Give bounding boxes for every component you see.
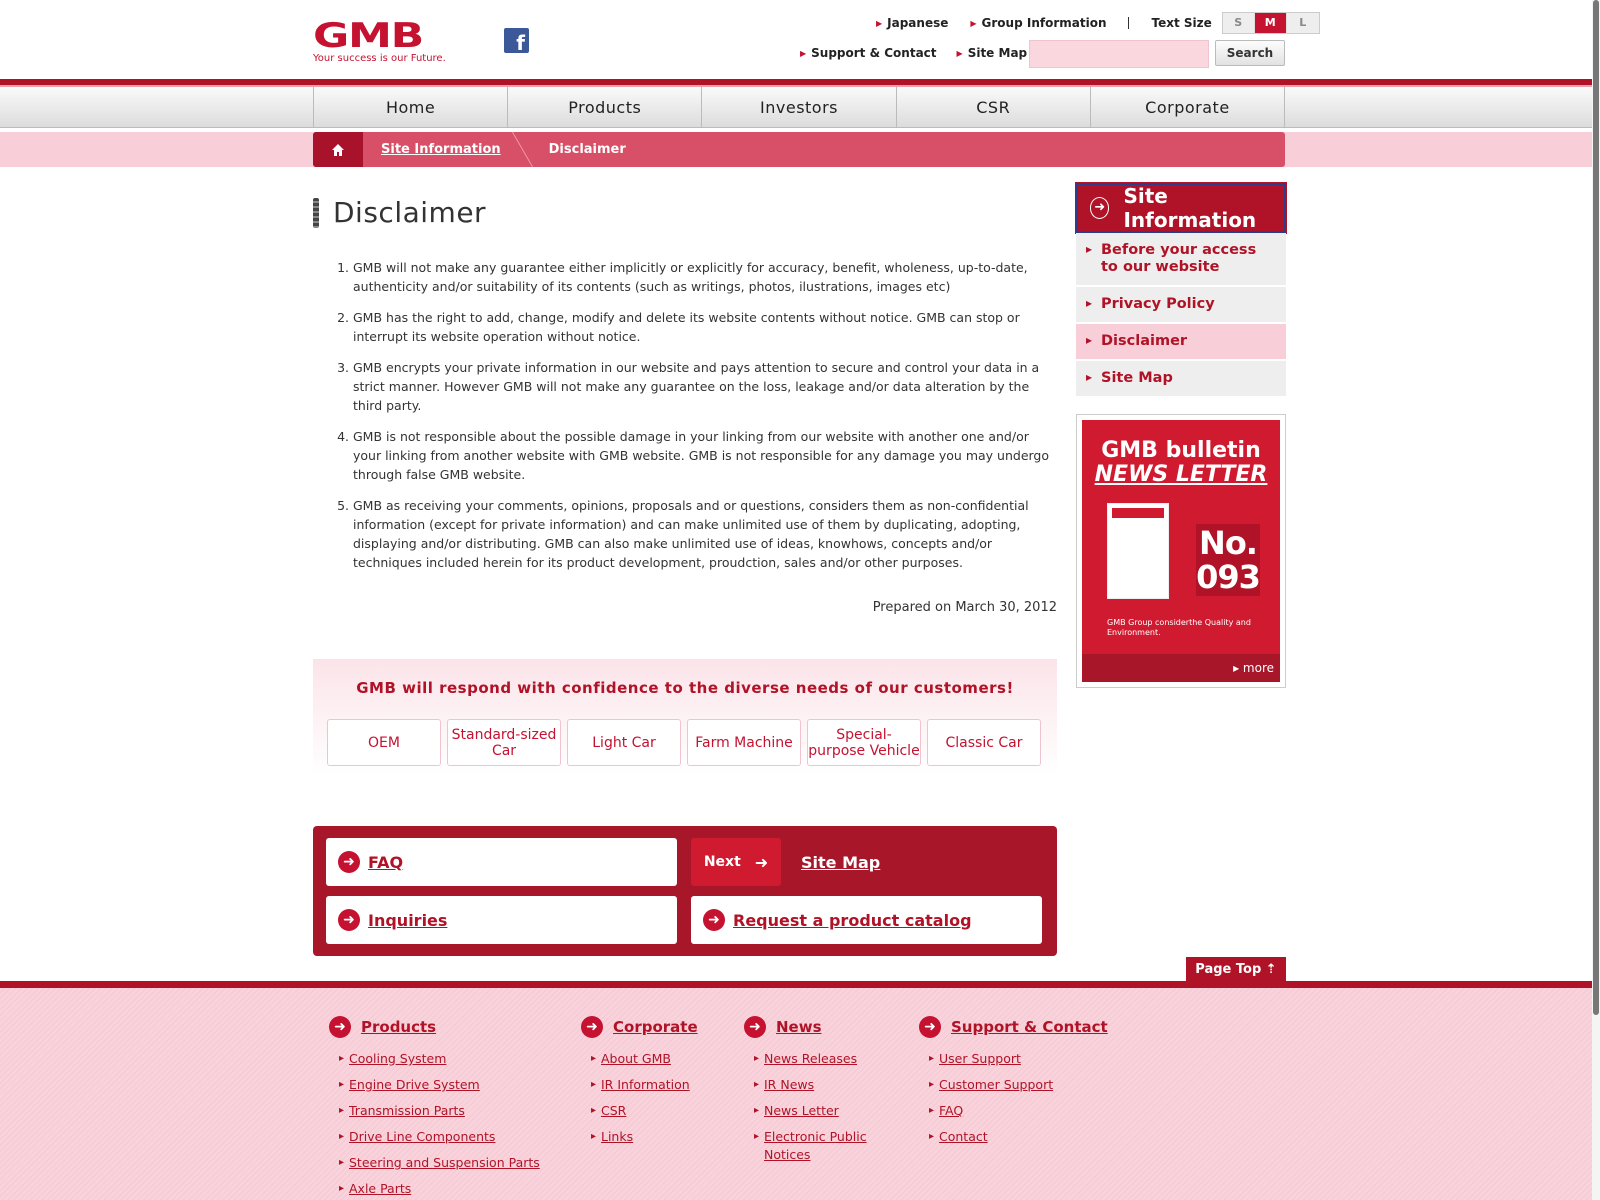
customer-needs-title: GMB will respond with confidence to the diverse needs of our customers!: [356, 679, 1014, 697]
sidebar-item-privacy-policy[interactable]: ▸ Privacy Policy: [1076, 287, 1286, 324]
search-button[interactable]: Search: [1215, 40, 1285, 66]
catalog-link-box[interactable]: [691, 896, 1042, 944]
footer-column-products: [329, 1016, 540, 1200]
banner-more-link[interactable]: ▸ more: [1082, 654, 1280, 682]
facebook-icon[interactable]: f: [504, 28, 529, 53]
footer-link: ▸ Electronic Public Notices: [754, 1128, 874, 1164]
top-links: [876, 12, 1320, 34]
text-size-medium-button[interactable]: M: [1255, 13, 1287, 33]
logo[interactable]: [313, 16, 446, 64]
catalog-link[interactable]: Request a product catalog: [733, 910, 972, 930]
page-title: [313, 196, 486, 229]
footer-column-news: [744, 1016, 874, 1172]
global-nav: [0, 87, 1600, 128]
prepared-date: Prepared on March 30, 2012: [872, 600, 1057, 615]
footer-link: ▸ IR News: [754, 1076, 874, 1094]
title-marker: [313, 198, 319, 228]
secondary-links: [800, 46, 1047, 60]
category-light-car-button[interactable]: Light Car: [567, 719, 681, 766]
footer-link: ▸ Cooling System: [339, 1050, 540, 1068]
header-rule: [0, 79, 1600, 87]
arrow-right-icon: ➜: [754, 852, 769, 872]
nav-home[interactable]: Home: [314, 87, 508, 128]
disclaimer-item: 2. GMB has the right to add, change, modify and delete its website contents without notice. GMB can stop or interrupt its website operation without notice.: [353, 308, 1057, 346]
arrow-up-icon: ⇡: [1265, 962, 1277, 977]
nav-corporate[interactable]: Corporate: [1091, 87, 1285, 128]
logo-text: GMB: [313, 16, 424, 56]
sidebar-heading-text: Site Information: [1123, 184, 1257, 232]
disclaimer-item: 3. GMB encrypts your private information in our website and pays attention to secure and control your data in a strict manner. However GMB will not make any guarantee on the loss, leakage and/or data alteration by the third party.: [353, 358, 1057, 415]
site-footer: [0, 981, 1600, 1200]
link-group-information[interactable]: ▶ Group Information: [970, 16, 1107, 30]
footer-link: ▸ News Releases: [754, 1050, 874, 1068]
link-japanese[interactable]: ▶ Japanese: [876, 16, 949, 30]
banner-description: GMB Group considerthe Quality and Environment.: [1107, 618, 1251, 637]
breadcrumb-bar: [0, 132, 1600, 167]
category-special-vehicle-button[interactable]: Special-purpose Vehicle: [807, 719, 921, 766]
footer-heading[interactable]: News: [776, 1018, 822, 1036]
text-size-small-button[interactable]: S: [1223, 13, 1255, 33]
link-site-map[interactable]: ▶ Site Map: [956, 46, 1028, 60]
faq-link[interactable]: FAQ: [368, 852, 404, 872]
arrow-right-icon: ➜: [744, 1016, 766, 1038]
text-size-control: [1151, 12, 1319, 34]
scrollbar[interactable]: [1592, 0, 1600, 1200]
footer-column-support: [919, 1016, 1108, 1154]
newsletter-banner[interactable]: [1076, 414, 1286, 688]
text-size-large-button[interactable]: L: [1287, 13, 1319, 33]
arrow-right-icon: ➜: [329, 1016, 351, 1038]
banner-subtitle: NEWS LETTER: [1094, 462, 1268, 487]
arrow-right-icon: ➜: [338, 909, 360, 931]
category-classic-car-button[interactable]: Classic Car: [927, 719, 1041, 766]
arrow-right-icon: ➜: [1090, 197, 1109, 219]
footer-heading[interactable]: Products: [361, 1018, 437, 1036]
arrow-right-icon: ➜: [338, 851, 360, 873]
footer-link: ▸ IR Information: [591, 1076, 698, 1094]
footer-link: ▸ Drive Line Components: [339, 1128, 540, 1146]
footer-link: ▸ User Support: [929, 1050, 1108, 1068]
arrow-right-icon: ➜: [919, 1016, 941, 1038]
disclaimer-item: 4. GMB is not responsible about the possible damage in your linking from our website with another one and/or your linking from another website with GMB website. GMB is not responsible for any damage you may undergo through false GMB website.: [353, 427, 1057, 484]
footer-link: ▸ Customer Support: [929, 1076, 1108, 1094]
arrow-right-icon: ➜: [703, 909, 725, 931]
inquiries-link[interactable]: Inquiries: [368, 910, 448, 930]
page-top-button[interactable]: Page Top ⇡: [1186, 957, 1286, 983]
footer-link: ▸ Contact: [929, 1128, 1108, 1146]
banner-title: GMB bulletin: [1101, 438, 1261, 463]
category-standard-car-button[interactable]: Standard-sized Car: [447, 719, 561, 766]
related-links-panel: [313, 826, 1057, 956]
faq-link-box[interactable]: [326, 838, 677, 886]
sidebar-item-before-access[interactable]: ▸ Before your access to our website: [1076, 233, 1286, 287]
footer-heading[interactable]: Corporate: [613, 1018, 698, 1036]
footer-link: ▸ CSR: [591, 1102, 698, 1120]
footer-link: ▸ Engine Drive System: [339, 1076, 540, 1094]
breadcrumb-site-information[interactable]: Site Information: [381, 142, 501, 157]
next-site-map-link[interactable]: Site Map: [801, 852, 881, 872]
arrow-right-icon: ➜: [581, 1016, 603, 1038]
logo-tagline: Your success is our Future.: [313, 53, 446, 64]
breadcrumb-current: Disclaimer: [548, 142, 626, 157]
text-size-label: Text Size: [1151, 16, 1212, 30]
footer-link: ▸ Transmission Parts: [339, 1102, 540, 1120]
footer-heading[interactable]: Support & Contact: [951, 1018, 1108, 1036]
next-page: [691, 838, 880, 886]
footer-link: ▸ FAQ: [929, 1102, 1108, 1120]
site-header: [0, 0, 1600, 80]
customer-needs-panel: [313, 659, 1057, 775]
footer-link: ▸ Axle Parts: [339, 1180, 540, 1198]
inquiries-link-box[interactable]: [326, 896, 677, 944]
breadcrumb: [313, 132, 1285, 167]
home-icon[interactable]: [313, 132, 363, 167]
footer-link: ▸ News Letter: [754, 1102, 874, 1120]
footer-link: ▸ About GMB: [591, 1050, 698, 1068]
footer-link: ▸ Steering and Suspension Parts: [339, 1154, 540, 1172]
disclaimer-item: 5. GMB as receiving your comments, opinions, proposals and or questions, considers them as non-confidential information (except for private information) and can make unlimited use of them by duplicating, adopting, displaying and/or distributing. GMB can also make unlimited use of ideas, knowhows, concepts and/or techniques included herein for its product development, proudction, sales and/or other purposes.: [353, 496, 1057, 572]
category-farm-machine-button[interactable]: Farm Machine: [687, 719, 801, 766]
link-support-contact[interactable]: ▶ Support & Contact: [800, 46, 937, 60]
footer-link: ▸ Links: [591, 1128, 698, 1146]
divider: [1128, 17, 1129, 29]
nav-products[interactable]: Products: [508, 87, 702, 128]
search-input[interactable]: [1029, 40, 1209, 68]
sidebar: [1076, 183, 1286, 688]
page-title-text: Disclaimer: [333, 196, 487, 229]
disclaimer-list: [337, 258, 1057, 584]
nav-csr[interactable]: CSR: [897, 87, 1091, 128]
newsletter-thumbnail: [1107, 503, 1169, 599]
next-button[interactable]: Next ➜: [691, 838, 781, 886]
scrollbar-thumb[interactable]: [1593, 0, 1599, 1015]
nav-investors[interactable]: Investors: [702, 87, 896, 128]
sidebar-item-site-map[interactable]: ▸ Site Map: [1076, 361, 1286, 398]
footer-column-corporate: [581, 1016, 698, 1154]
category-oem-button[interactable]: OEM: [327, 719, 441, 766]
sidebar-heading[interactable]: [1076, 183, 1286, 233]
issue-number: No. 093: [1196, 524, 1260, 596]
sidebar-item-disclaimer[interactable]: ▸ Disclaimer: [1076, 324, 1286, 361]
disclaimer-item: 1. GMB will not make any guarantee either implicitly or explicitly for accuracy, benefit, wholeness, up-to-date, authenticity and/or suitability of its contents (such as writings, photos, ilustrations, images etc): [353, 258, 1057, 296]
